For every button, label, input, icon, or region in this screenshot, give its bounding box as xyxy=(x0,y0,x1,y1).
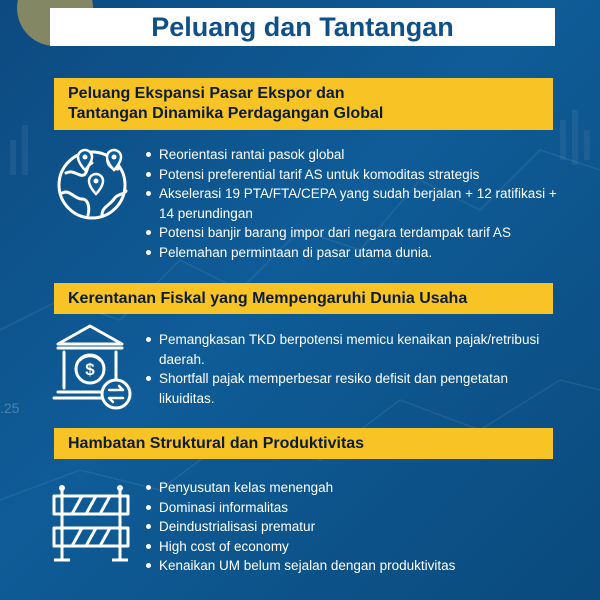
section-heading-hambatan-struktural xyxy=(54,428,553,459)
page-title: Peluang dan Tantangan xyxy=(151,11,454,42)
road-barrier-icon xyxy=(48,484,134,564)
title-box xyxy=(50,8,555,46)
section-bullets-kerentanan xyxy=(142,330,562,408)
list-item: Reorientasi rantai pasok global xyxy=(142,145,562,165)
list-item: Deindustrialisasi prematur xyxy=(142,517,562,537)
list-item: Kenaikan UM belum sejalan dengan produktivitas xyxy=(142,556,562,576)
list-item: Pelemahan permintaan di pasar utama dunia. xyxy=(142,243,562,263)
svg-text:$: $ xyxy=(85,360,95,379)
list-item: Dominasi informalitas xyxy=(142,498,562,518)
section-heading-line2: Tantangan Dinamika Perdagangan Global xyxy=(68,105,384,122)
list-item: High cost of economy xyxy=(142,537,562,557)
bank-dollar-icon xyxy=(50,322,136,412)
list-item: Potensi banjir barang impor dari negara terdampak tarif AS xyxy=(142,223,562,243)
section-heading-peluang-ekspansi xyxy=(54,78,553,130)
section-heading-text: Kerentanan Fiskal yang Mempengaruhi Dunia Usaha xyxy=(68,289,468,307)
list-item: Shortfall pajak memperbesar resiko defisit dan pengetatan likuiditas. xyxy=(142,369,562,408)
section-bullets-hambatan xyxy=(142,478,562,576)
section-heading-kerentanan-fiskal xyxy=(54,283,553,314)
list-item: Pemangkasan TKD berpotensi memicu kenaikan pajak/retribusi daerah. xyxy=(142,330,562,369)
background-number: .25 xyxy=(0,400,20,416)
globe-pins-icon xyxy=(52,143,132,223)
section-heading-line1: Peluang Ekspansi Pasar Ekspor dan xyxy=(68,85,345,102)
section-heading-text: Hambatan Struktural dan Produktivitas xyxy=(68,434,365,452)
list-item: Penyusutan kelas menengah xyxy=(142,478,562,498)
list-item: Akselerasi 19 PTA/FTA/CEPA yang sudah berjalan + 12 ratifikasi + 14 perundingan xyxy=(142,184,562,223)
section-bullets-peluang xyxy=(142,145,562,262)
list-item: Potensi preferential tarif AS untuk komoditas strategis xyxy=(142,165,562,185)
